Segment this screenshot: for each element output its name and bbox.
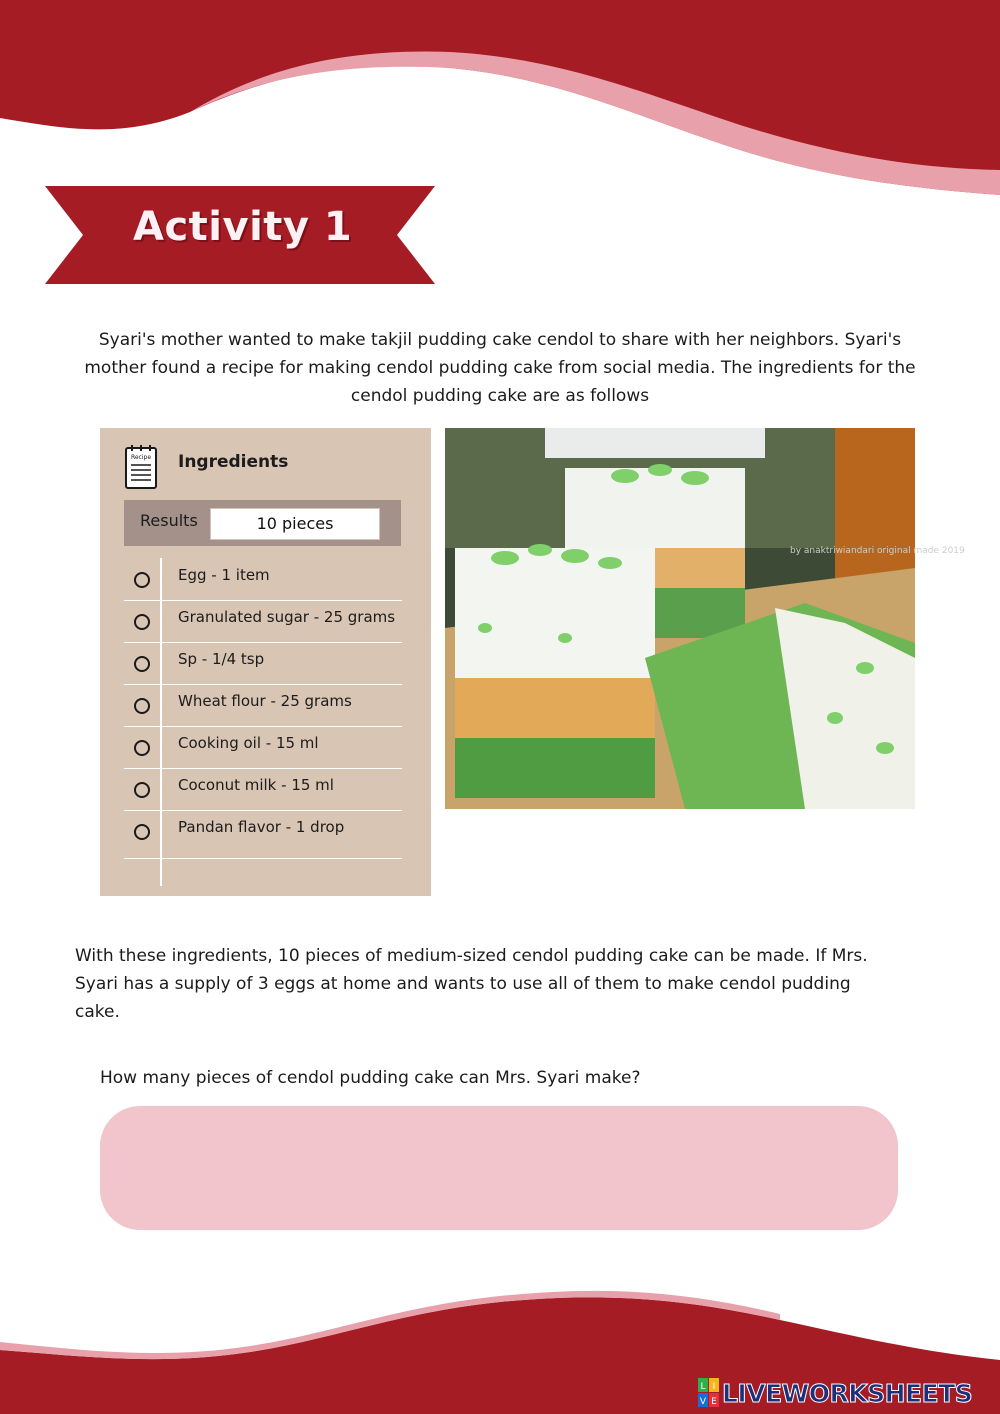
- circle-bullet-icon: [134, 572, 150, 588]
- circle-bullet-icon: [134, 782, 150, 798]
- circle-bullet-icon: [134, 824, 150, 840]
- intro-text: Syari's mother wanted to make takjil pudding cake cendol to share with her neighbors. Syari's mother found a recipe for making cendol pudding cake from social media. The ingredients for the cendol pudding cake are as follows: [84, 330, 916, 406]
- circle-bullet-icon: [134, 740, 150, 756]
- answer-input-box[interactable]: [100, 1106, 898, 1230]
- ingredient-row: [124, 768, 402, 811]
- top-wave-decoration: [0, 0, 1000, 205]
- ingredient-row: [124, 600, 402, 643]
- results-label: Results: [140, 511, 198, 530]
- ingredient-row: [124, 642, 402, 685]
- circle-bullet-icon: [134, 698, 150, 714]
- recipe-icon-label: Recipe: [130, 454, 152, 461]
- ingredient-row: [124, 558, 402, 601]
- logo-letter: L: [700, 1382, 706, 1392]
- problem-paragraph: With these ingredients, 10 pieces of medium-sized cendol pudding cake can be made. If Mrs. Syari has a supply of 3 eggs at home and wants to use all of them to make cendol pudding cake.: [75, 946, 868, 1022]
- ingredient-text: Wheat flour - 25 grams: [178, 692, 352, 710]
- circle-bullet-icon: [134, 656, 150, 672]
- recipe-notepad-icon: [124, 444, 158, 490]
- ingredients-title: Ingredients: [178, 452, 289, 472]
- cendol-pudding-cake-photo: [445, 428, 965, 809]
- activity-title: Activity 1: [133, 204, 353, 250]
- logo-letter: I: [712, 1382, 716, 1392]
- ingredient-text: Coconut milk - 15 ml: [178, 776, 334, 794]
- ingredient-row: [124, 684, 402, 727]
- liveworksheets-logo-icon: [698, 1378, 720, 1408]
- ingredient-text: Egg - 1 item: [178, 566, 270, 584]
- ingredient-row: [124, 726, 402, 769]
- ingredient-row: [124, 810, 402, 859]
- ingredient-text: Sp - 1/4 tsp: [178, 650, 265, 668]
- results-value: 10 pieces: [210, 508, 380, 540]
- photo-watermark: by anaktriwiandari original made 2019: [790, 546, 965, 556]
- question-text: How many pieces of cendol pudding cake can Mrs. Syari make?: [100, 1068, 641, 1088]
- ingredient-text: Pandan flavor - 1 drop: [178, 818, 345, 836]
- logo-letter: E: [711, 1397, 717, 1407]
- liveworksheets-brand[interactable]: LIVEWORKSHEETS: [722, 1379, 973, 1408]
- circle-bullet-icon: [134, 614, 150, 630]
- ingredient-text: Granulated sugar - 25 grams: [178, 608, 396, 626]
- logo-letter: V: [699, 1397, 707, 1407]
- ingredient-text: Cooking oil - 15 ml: [178, 734, 319, 752]
